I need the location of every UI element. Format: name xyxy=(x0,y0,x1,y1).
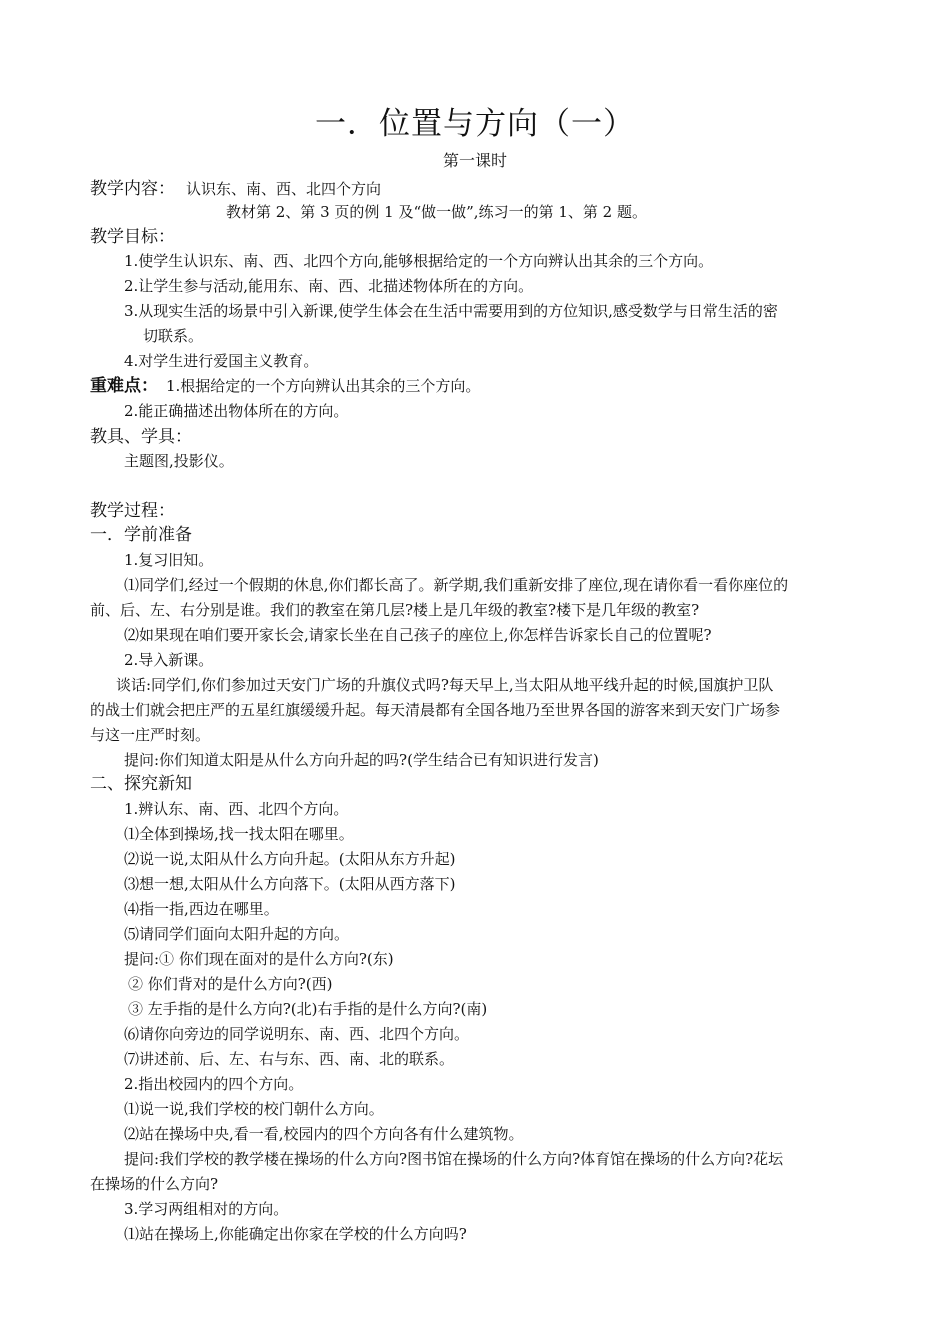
s2-item-6: ⑸请同学们面向太阳升起的方向。 xyxy=(124,925,350,943)
s2-question-1: 提问:① 你们现在面对的是什么方向?(东) xyxy=(124,950,394,968)
s1-question: 提问:你们知道太阳是从什么方向升起的吗?(学生结合已有知识进行发言) xyxy=(124,751,599,769)
s2-item-7: ⑹请你向旁边的同学说明东、南、西、北四个方向。 xyxy=(124,1025,470,1043)
s1-item-2-line-1: ⑴同学们,经过一个假期的休息,你们都长高了。新学期,我们重新安排了座位,现在请你看一看你座位的 xyxy=(124,576,789,594)
tools-label: 教具、学具： xyxy=(90,427,192,447)
page-title: 一．位置与方向（一） xyxy=(315,106,635,142)
s2-question-2: ② 你们背对的是什么方向?(西) xyxy=(128,975,333,993)
s2-item-9: 2.指出校园内的四个方向。 xyxy=(124,1075,304,1093)
key-point-1: 1.根据给定的一个方向辨认出其余的三个方向。 xyxy=(166,377,481,395)
s1-item-1: 1.复习旧知。 xyxy=(124,551,214,569)
section-2-heading: 二、探究新知 xyxy=(90,774,192,794)
s2-item-11: ⑵站在操场中央,看一看,校园内的四个方向各有什么建筑物。 xyxy=(124,1125,524,1143)
s2-item-1: 1.辨认东、南、西、北四个方向。 xyxy=(124,800,349,818)
s1-item-3: ⑵如果现在咱们要开家长会,请家长坐在自己孩子的座位上,你怎样告诉家长自己的位置呢? xyxy=(124,626,712,644)
lesson-subtitle: 第一课时 xyxy=(442,151,507,170)
goal-4: 4.对学生进行爱国主义教育。 xyxy=(124,352,319,370)
content-line-1: 认识东、南、西、北四个方向 xyxy=(186,180,382,198)
s1-talk-line-1: 谈话:同学们,你们参加过天安门广场的升旗仪式吗?每天早上,当太阳从地平线升起的时候,国旗护卫队 xyxy=(116,676,774,694)
key-points-label: 重难点： xyxy=(90,376,158,396)
goal-1: 1.使学生认识东、南、西、北四个方向,能够根据给定的一个方向辨认出其余的三个方向。 xyxy=(124,252,714,270)
section-1-heading: 一．学前准备 xyxy=(90,525,192,545)
s2-question-4-line-2: 在操场的什么方向? xyxy=(90,1175,219,1193)
s2-item-4: ⑶想一想,太阳从什么方向落下。(太阳从西方落下) xyxy=(124,875,456,893)
s1-talk-line-2: 的战士们就会把庄严的五星红旗缓缓升起。每天清晨都有全国各地乃至世界各国的游客来到天安门广场参 xyxy=(90,701,781,719)
s2-question-3: ③ 左手指的是什么方向?(北)右手指的是什么方向?(南) xyxy=(128,1000,488,1018)
tools-text: 主题图,投影仪。 xyxy=(124,452,234,470)
s1-item-2-line-2: 前、后、左、右分别是谁。我们的教室在第几层?楼上是几年级的教室?楼下是几年级的教室? xyxy=(90,601,700,619)
s2-item-2: ⑴全体到操场,找一找太阳在哪里。 xyxy=(124,825,354,843)
s2-item-10: ⑴说一说,我们学校的校门朝什么方向。 xyxy=(124,1100,384,1118)
s2-item-3: ⑵说一说,太阳从什么方向升起。(太阳从东方升起) xyxy=(124,850,456,868)
goal-3-line-2: 切联系。 xyxy=(143,327,204,345)
s1-talk-line-3: 与这一庄严时刻。 xyxy=(90,726,211,744)
content-line-2: 教材第 2、第 3 页的例 1 及“做一做”,练习一的第 1、第 2 题。 xyxy=(226,203,647,221)
s2-item-13: ⑴站在操场上,你能确定出你家在学校的什么方向吗? xyxy=(124,1225,467,1243)
s1-item-4: 2.导入新课。 xyxy=(124,651,214,669)
process-label: 教学过程： xyxy=(90,501,175,521)
goal-2: 2.让学生参与活动,能用东、南、西、北描述物体所在的方向。 xyxy=(124,277,534,295)
s2-item-12: 3.学习两组相对的方向。 xyxy=(124,1200,289,1218)
s2-question-4-line-1: 提问:我们学校的教学楼在操场的什么方向?图书馆在操场的什么方向?体育馆在操场的什么方向?花坛 xyxy=(124,1150,784,1168)
goal-3-line-1: 3.从现实生活的场景中引入新课,使学生体会在生活中需要用到的方位知识,感受数学与日常生活的密 xyxy=(124,302,778,320)
key-point-2: 2.能正确描述出物体所在的方向。 xyxy=(124,402,349,420)
s2-item-5: ⑷指一指,西边在哪里。 xyxy=(124,900,279,918)
content-label: 教学内容： xyxy=(90,179,175,199)
goals-label: 教学目标： xyxy=(90,227,175,247)
s2-item-8: ⑺讲述前、后、左、右与东、西、南、北的联系。 xyxy=(124,1050,455,1068)
